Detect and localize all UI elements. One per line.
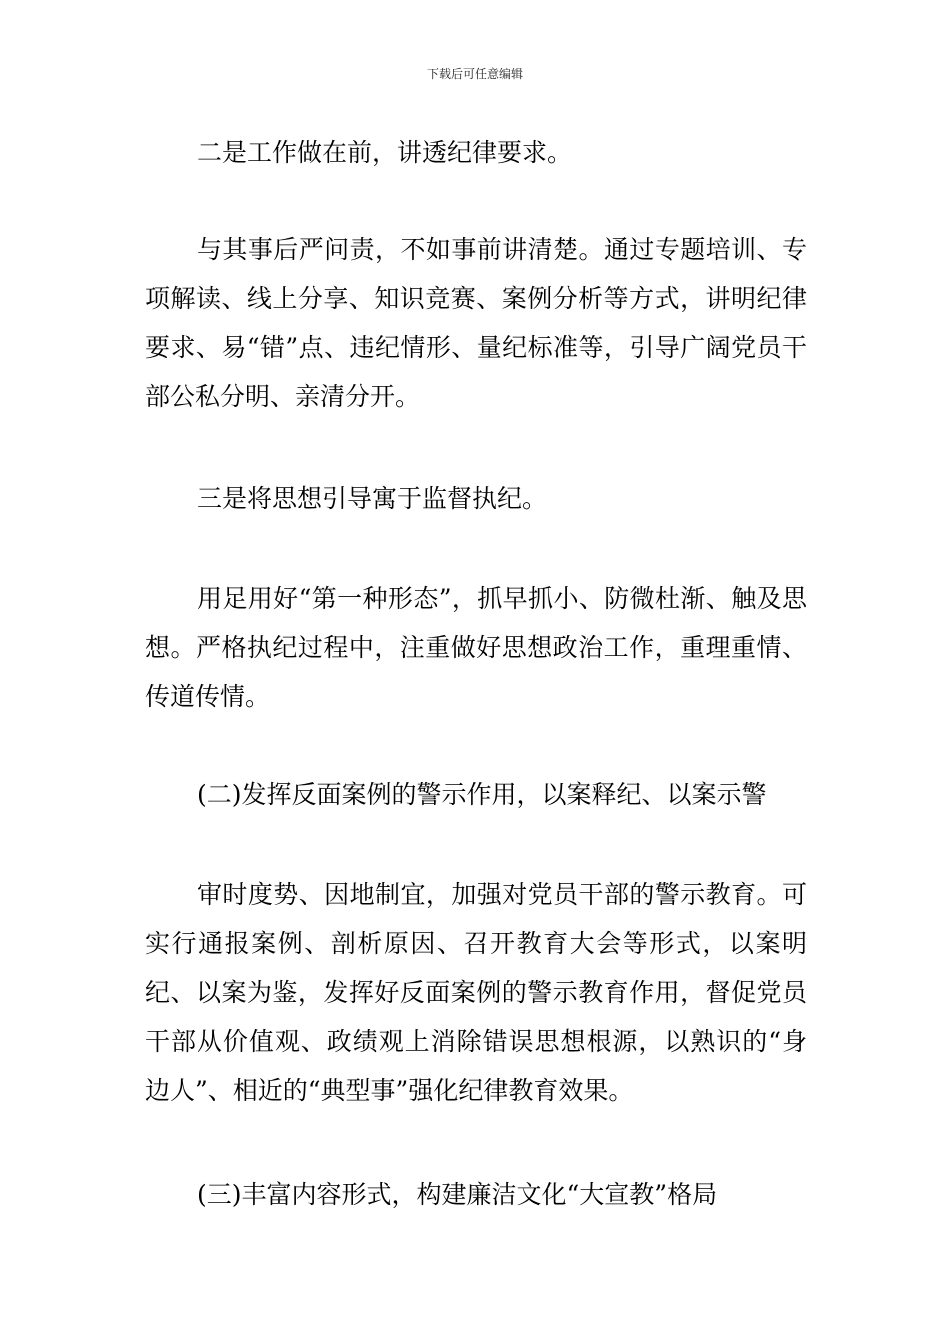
paragraph-body-1: 与其事后严问责，不如事前讲清楚。通过专题培训、专项解读、线上分享、知识竞赛、案例分析等方式，讲明纪律要求、易“错”点、违纪情形、量纪标准等，引导广阔党员干部公私分明、亲清分开。 [145, 235, 807, 411]
page-header: 下载后可任意编辑 [426, 67, 523, 81]
paragraph-section-heading-3: 三是将思想引导寓于监督执纪。 [197, 484, 548, 513]
paragraph-subsection-heading-2: (二)发挥反面案例的警示作用，以案释纪、以案示警 [197, 780, 767, 809]
paragraph-section-heading-2: 二是工作做在前，讲透纪律要求。 [197, 138, 573, 167]
paragraph-body-2: 用足用好“第一种形态”，抓早抓小、防微杜渐、触及思想。严格执纪过程中，注重做好思想政治工作，重理重情、传道传情。 [145, 584, 807, 711]
paragraph-body-3: 审时度势、因地制宜，加强对党员干部的警示教育。可实行通报案例、剖析原因、召开教育大会等形式，以案明纪、以案为鉴，发挥好反面案例的警示教育作用，督促党员干部从价值观、政绩观上消除错误思想根源，以熟识的“身边人”、相近的“典型事”强化纪律教育效果。 [145, 880, 807, 1105]
paragraph-subsection-heading-3: (三)丰富内容形式，构建廉洁文化“大宣教”格局 [197, 1180, 718, 1209]
